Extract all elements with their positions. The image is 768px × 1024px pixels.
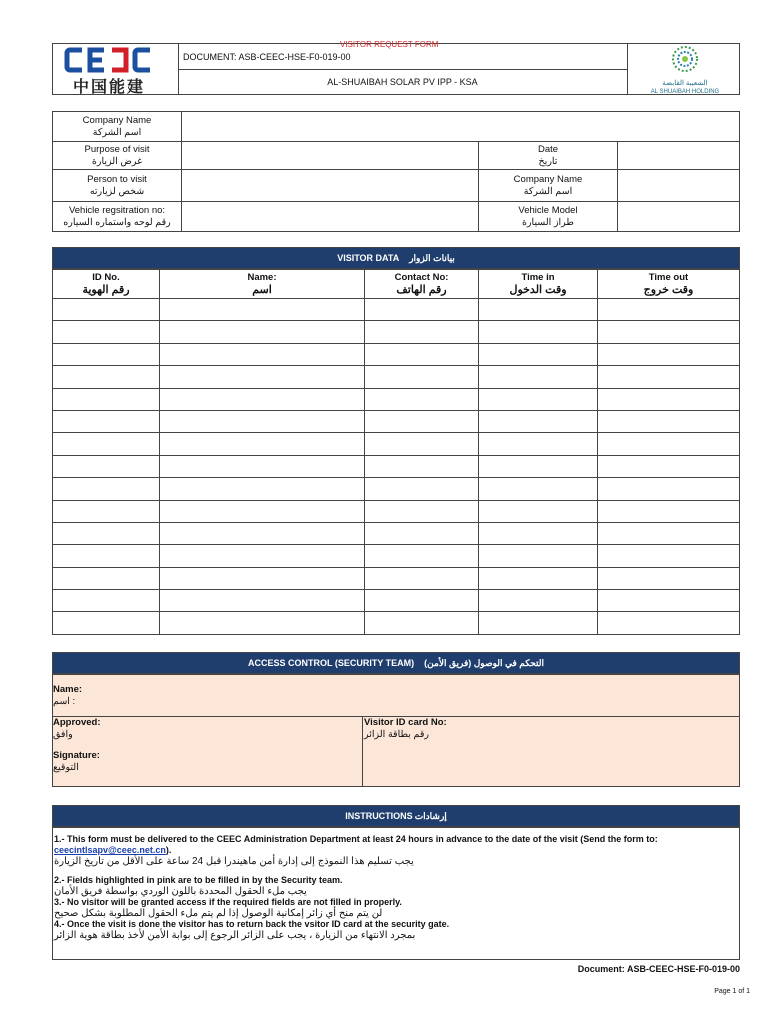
instruction-2: 2.- Fields highlighted in pink are to be filled in by the Security team. — [54, 875, 343, 885]
instructions-header — [52, 805, 740, 827]
id-no-cell[interactable] — [53, 343, 160, 365]
time-out-cell[interactable] — [598, 433, 740, 455]
company-name-field[interactable] — [182, 112, 740, 142]
ceec-logo-chinese: 中国能建 — [72, 79, 145, 96]
label-company-name: Company Name اسم الشركة — [53, 112, 182, 142]
alshuaibah-logo-mark — [635, 44, 735, 74]
contact-no-cell[interactable] — [365, 612, 479, 634]
id-no-cell[interactable] — [53, 522, 160, 544]
visit-info-table — [52, 111, 740, 232]
contact-no-cell[interactable] — [365, 366, 479, 388]
access-control-title-ar: التحكم في الوصول (فريق الأمن) — [424, 657, 545, 668]
instruction-4: 4.- Once the visit is done the visitor has to return back the vsitor ID card at the security gate. — [54, 919, 450, 929]
contact-no-cell[interactable] — [365, 545, 479, 567]
id-no-cell[interactable] — [53, 455, 160, 477]
time-out-cell[interactable] — [598, 567, 740, 589]
time-in-cell[interactable] — [479, 545, 598, 567]
instruction-2-ar: يجب ملء الحقول المحددة باللون الوردي بواسطة فريق الأمان — [54, 886, 307, 897]
name-cell[interactable] — [160, 455, 365, 477]
column-time-in: Time in وقت الدخول — [479, 270, 598, 299]
time-out-cell[interactable] — [598, 343, 740, 365]
time-out-cell[interactable] — [598, 366, 740, 388]
id-no-cell[interactable] — [53, 500, 160, 522]
id-no-cell[interactable] — [53, 567, 160, 589]
time-out-cell[interactable] — [598, 410, 740, 432]
contact-no-cell[interactable] — [365, 410, 479, 432]
id-no-cell[interactable] — [53, 478, 160, 500]
time-in-cell[interactable] — [479, 410, 598, 432]
time-in-cell[interactable] — [479, 612, 598, 634]
label-vehicle-registration: Vehicle regsitration no: رقم لوحه واستماره السياره — [53, 202, 182, 232]
contact-no-cell[interactable] — [365, 433, 479, 455]
header-divider-mid — [178, 69, 627, 70]
table-row — [53, 590, 740, 612]
contact-no-cell[interactable] — [365, 388, 479, 410]
label-date: Date تاريخ — [479, 142, 618, 170]
name-cell[interactable] — [160, 545, 365, 567]
contact-no-cell[interactable] — [365, 299, 479, 321]
name-cell[interactable] — [160, 478, 365, 500]
contact-no-cell[interactable] — [365, 321, 479, 343]
person-to-visit-field[interactable] — [182, 170, 479, 202]
company-name-2-field[interactable] — [618, 170, 740, 202]
header-divider-right — [627, 43, 628, 95]
id-no-cell[interactable] — [53, 321, 160, 343]
time-in-cell[interactable] — [479, 500, 598, 522]
time-in-cell[interactable] — [479, 321, 598, 343]
name-cell[interactable] — [160, 433, 365, 455]
name-cell[interactable] — [160, 366, 365, 388]
time-out-cell[interactable] — [598, 612, 740, 634]
column-name: Name: اسم — [160, 270, 365, 299]
visitor-data-column-headers — [53, 270, 740, 299]
id-no-cell[interactable] — [53, 433, 160, 455]
name-cell[interactable] — [160, 343, 365, 365]
table-row — [53, 366, 740, 388]
ceec-logo — [64, 46, 154, 96]
name-cell[interactable] — [160, 388, 365, 410]
visitor-data-rows — [53, 299, 740, 635]
name-cell[interactable] — [160, 299, 365, 321]
access-divider-v — [362, 716, 363, 787]
column-id-no: ID No. رقم الهوية — [53, 270, 160, 299]
table-row — [53, 388, 740, 410]
time-out-cell[interactable] — [598, 388, 740, 410]
alshuaibah-logo-ar: الشعيبة القابضة — [662, 80, 708, 87]
label-purpose: Purpose of visit غرض الزيارة — [53, 142, 182, 170]
time-in-cell[interactable] — [479, 299, 598, 321]
vehicle-registration-field[interactable] — [182, 202, 479, 232]
visitor-id-card-field[interactable]: Visitor ID card No: رقم بطاقة الزائر — [364, 717, 447, 740]
column-contact-no: Contact No: رقم الهاتف — [365, 270, 479, 299]
time-in-cell[interactable] — [479, 478, 598, 500]
footer-document-number: Document: ASB-CEEC-HSE-F0-019-00 — [577, 964, 740, 974]
date-field[interactable] — [618, 142, 740, 170]
visitor-data-table — [52, 269, 740, 635]
time-out-cell[interactable] — [598, 478, 740, 500]
instruction-3-ar: لن يتم منح أي زائر إمكانية الوصول إذا لم يتم ملء الحقول المطلوبة بشكل صحيح — [54, 908, 383, 919]
ceec-logo-mark — [64, 46, 154, 74]
table-row — [53, 321, 740, 343]
visitor-data-title-ar: بيانات الزوار — [409, 252, 455, 263]
form-title: VISITOR REQUEST FORM — [340, 40, 439, 49]
contact-no-cell[interactable] — [365, 567, 479, 589]
instructions-box — [52, 827, 740, 960]
id-no-cell[interactable] — [53, 612, 160, 634]
table-row — [53, 410, 740, 432]
contact-no-cell[interactable] — [365, 522, 479, 544]
time-out-cell[interactable] — [598, 299, 740, 321]
vehicle-model-field[interactable] — [618, 202, 740, 232]
id-no-cell[interactable] — [53, 545, 160, 567]
contact-no-cell[interactable] — [365, 455, 479, 477]
table-row — [53, 455, 740, 477]
table-row — [53, 545, 740, 567]
instruction-1-email[interactable]: ceecintlsapv@ceec.net.cn — [54, 845, 166, 855]
table-row — [53, 567, 740, 589]
contact-no-cell[interactable] — [365, 590, 479, 612]
id-no-cell[interactable] — [53, 590, 160, 612]
name-cell[interactable] — [160, 500, 365, 522]
table-row — [53, 500, 740, 522]
instructions-title-ar: إرشادات — [414, 810, 447, 821]
label-vehicle-model: Vehicle Model طراز السيارة — [479, 202, 618, 232]
time-in-cell[interactable] — [479, 388, 598, 410]
contact-no-cell[interactable] — [365, 500, 479, 522]
table-row — [53, 433, 740, 455]
instruction-1-ar: يجب تسليم هذا النموذج إلى إدارة أمن ماهيندرا قبل 24 ساعة على الأقل من تاريخ الزيارة — [54, 856, 414, 867]
time-out-cell[interactable] — [598, 455, 740, 477]
time-in-cell[interactable] — [479, 343, 598, 365]
time-in-cell[interactable] — [479, 522, 598, 544]
time-out-cell[interactable] — [598, 500, 740, 522]
alshuaibah-logo-en: AL SHUAIBAH HOLDING — [650, 89, 720, 95]
visitor-data-header — [52, 247, 740, 269]
time-in-cell[interactable] — [479, 567, 598, 589]
time-in-cell[interactable] — [479, 590, 598, 612]
table-row — [53, 478, 740, 500]
document-number: DOCUMENT: ASB-CEEC-HSE-F0-019-00 — [183, 52, 351, 62]
name-cell[interactable] — [160, 612, 365, 634]
time-out-cell[interactable] — [598, 522, 740, 544]
name-cell[interactable] — [160, 590, 365, 612]
time-in-cell[interactable] — [479, 433, 598, 455]
signature-field[interactable]: Signature: التوقيع — [53, 750, 100, 773]
column-time-out: Time out وقت خروج — [598, 270, 740, 299]
table-row — [53, 522, 740, 544]
time-in-cell[interactable] — [479, 455, 598, 477]
time-out-cell[interactable] — [598, 590, 740, 612]
page-number: Page 1 of 1 — [714, 988, 750, 995]
table-row — [53, 612, 740, 634]
instruction-4-ar: بمجرد الانتهاء من الزيارة ، يجب على الزائر الرجوع إلى بوابة الأمن لأخذ بطاقة هوية الزائر — [54, 930, 416, 941]
id-no-cell[interactable] — [53, 299, 160, 321]
name-cell[interactable] — [160, 567, 365, 589]
contact-no-cell[interactable] — [365, 478, 479, 500]
id-no-cell[interactable] — [53, 388, 160, 410]
instruction-1: 1.- This form must be delivered to the CEEC Administration Department at least 24 hours in advance to the date of the visit (Send the form to: ceecintlsapv@ceec.net.cn). — [54, 834, 658, 855]
visitor-data-title-en: VISITOR DATA — [337, 253, 400, 263]
instruction-3: 3.- No visitor will be granted access if the required fields are not filled in properly. — [54, 897, 402, 907]
name-cell[interactable] — [160, 410, 365, 432]
name-cell[interactable] — [160, 321, 365, 343]
time-out-cell[interactable] — [598, 545, 740, 567]
access-control-header — [52, 652, 740, 674]
purpose-field[interactable] — [182, 142, 479, 170]
id-no-cell[interactable] — [53, 366, 160, 388]
label-person-to-visit: Person to visit شخص لزيارته — [53, 170, 182, 202]
id-no-cell[interactable] — [53, 410, 160, 432]
table-row — [53, 299, 740, 321]
table-row — [53, 343, 740, 365]
access-control-title-en: ACCESS CONTROL (SECURITY TEAM) — [247, 658, 415, 668]
name-cell[interactable] — [160, 522, 365, 544]
time-in-cell[interactable] — [479, 366, 598, 388]
security-name-field[interactable]: Name: اسم : — [53, 684, 83, 707]
time-out-cell[interactable] — [598, 321, 740, 343]
alshuaibah-logo — [635, 44, 735, 94]
project-title: AL-SHUAIBAH SOLAR PV IPP - KSA — [327, 77, 478, 87]
instructions-title-en: INSTRUCTIONS — [345, 811, 413, 821]
label-company-name-2: Company Name اسم الشركة — [479, 170, 618, 202]
approved-field[interactable]: Approved: وافق — [53, 717, 101, 740]
contact-no-cell[interactable] — [365, 343, 479, 365]
